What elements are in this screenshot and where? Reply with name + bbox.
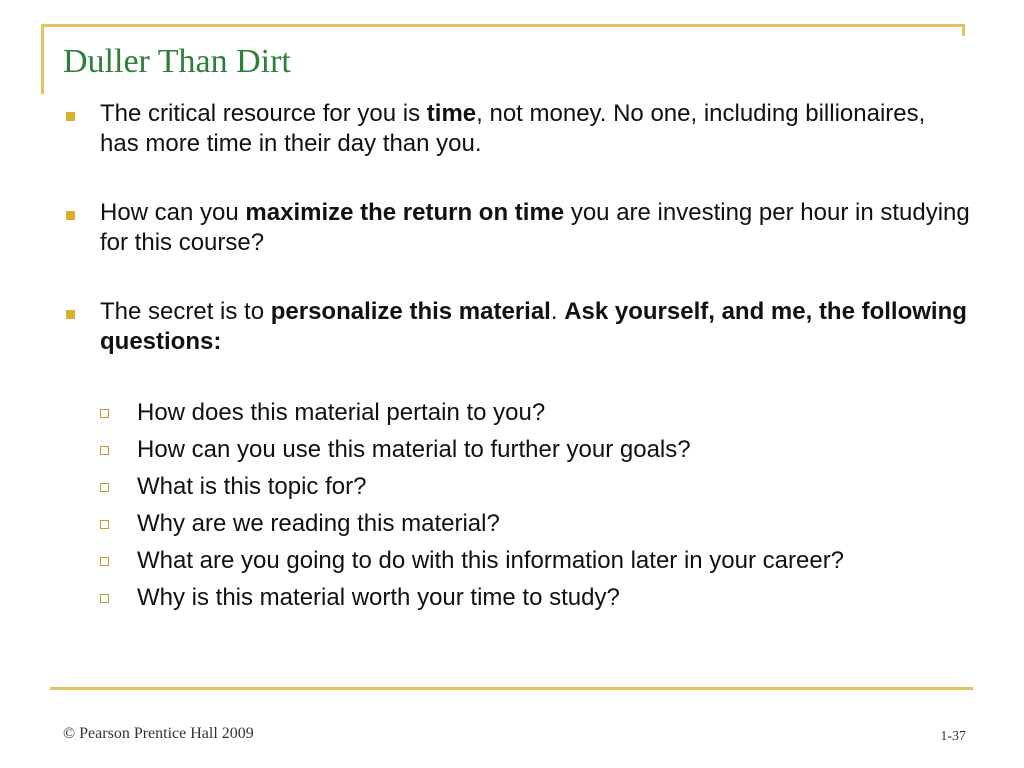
question-text: What is this topic for? — [137, 473, 367, 500]
bullet-text: you are investing per hour in studying for this course? — [100, 199, 970, 256]
bullet-text: The critical resource for you is — [100, 100, 427, 127]
question-item — [100, 509, 970, 539]
bullet-bold-text: Ask yourself, and me, the following questions: — [100, 298, 967, 355]
footer-divider — [50, 687, 973, 690]
bullet-critical-resource — [100, 99, 970, 159]
bullet-maximize-return — [100, 198, 970, 258]
question-text: Why is this material worth your time to study? — [137, 584, 620, 611]
bullet-bold-text: personalize this material — [270, 298, 551, 325]
bullet-text: How can you — [100, 199, 246, 226]
bullet-bold-text: maximize the return on time — [245, 199, 565, 226]
question-text: What are you going to do with this information later in your career? — [137, 547, 845, 574]
bullet-square-icon — [66, 310, 75, 319]
question-text: How does this material pertain to you? — [137, 399, 546, 426]
question-item — [100, 583, 970, 613]
question-item — [100, 435, 970, 465]
question-item — [100, 398, 970, 428]
slide-title: Duller Than Dirt — [63, 43, 291, 80]
hollow-square-bullet-icon — [100, 409, 109, 418]
slide-number: 1-37 — [940, 729, 966, 744]
hollow-square-bullet-icon — [100, 520, 109, 529]
question-text: How can you use this material to further your goals? — [137, 436, 691, 463]
bullet-bold-text: time — [426, 100, 477, 127]
bullet-text: The secret is to — [100, 298, 271, 325]
hollow-square-bullet-icon — [100, 446, 109, 455]
bullet-square-icon — [66, 211, 75, 220]
bullet-text: , not money. No one, including billionaires, has more time in their day than you. — [100, 100, 926, 157]
question-item — [100, 546, 970, 576]
bullet-square-icon — [66, 112, 75, 121]
title-frame-top-rule — [41, 24, 965, 27]
bullet-personalize-material — [100, 297, 970, 357]
title-frame-right-tick — [962, 24, 965, 36]
copyright-notice: © Pearson Prentice Hall 2009 — [63, 725, 254, 742]
hollow-square-bullet-icon — [100, 557, 109, 566]
question-list — [100, 398, 970, 620]
hollow-square-bullet-icon — [100, 483, 109, 492]
hollow-square-bullet-icon — [100, 594, 109, 603]
question-item — [100, 472, 970, 502]
question-text: Why are we reading this material? — [137, 510, 500, 537]
bullet-text: . — [550, 298, 565, 325]
title-frame-left-rule — [41, 24, 44, 94]
